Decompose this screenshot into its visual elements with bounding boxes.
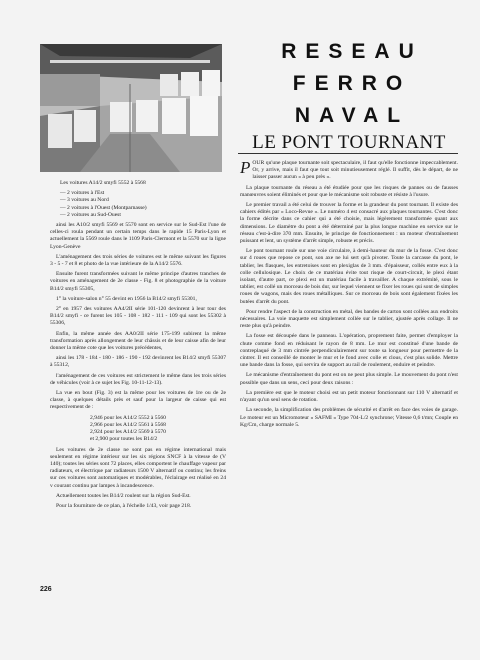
paragraph: l'aménagement de ces voitures est strictement le même dans les trois séries de véhicules (voir à ce sujet les Fig. 10-11-12-13). bbox=[50, 372, 226, 386]
heading-line-3: NAVAL bbox=[294, 104, 410, 127]
list-item: — 2 voitures à l'Ouest (Montparnasse) bbox=[60, 204, 147, 211]
paragraph: 1° la voiture-salon n° 55 devint en 1956 la B14/2 smyfi 55301, bbox=[56, 295, 197, 302]
list-item: 2,966 pour les A14/2 5561 à 5568 bbox=[90, 421, 166, 428]
paragraph: ainsi les A10/2 smyfi 5569 et 5570 sont en service sur le Sud-Est l'une de celles-ci roula pendant un certain temps dans le rapide 15 Paris-Lyon et actuellement la 5569 roule dans le 1109 Paris-Clermont et la 5570 sur la ligne Lyon-Genève bbox=[50, 222, 226, 250]
paragraph: La plaque tournante du réseau a été étudiée pour que les risques de pannes ou de fausses manœuvres soient éliminés et pour que le mécanisme soit robuste et résiste à l'usure. bbox=[240, 184, 458, 198]
paragraph: La première est que le moteur choisi est un petit moteur fonctionnant sur 110 V alternatif et n'ayant qu'un seul sens de rotation. bbox=[240, 389, 458, 404]
heading-line-1: RESEAU bbox=[281, 40, 423, 63]
paragraph: Actuellement toutes les B14/2 roulent sur la région Sud-Est. bbox=[56, 492, 191, 499]
paragraph: Pour rendre l'aspect de la construction en métal, des bandes de carton sont collées aux endroits nécessaires. La voie maquette est simplement collée sur le tablier, ajustée après collage. Il ne reste plus qu'à peindre. bbox=[240, 308, 458, 330]
paragraph: Le premier travail a été celui de trouver la forme et la grandeur du pont tournant. Il existe des cahiers édités par « Loco-Revue ». Le numéro 4 est consacré aux plaques tournantes. C'est donc la forme décrite dans ce cahier qui a été choisie, mais légèrement transformée quant aux dimensions. Le diamètre du pont a été déterminé par la plus longue machine en service sur le réseau c'est-à-dire 370 mm. Ensuite, le principe de fonctionnement : un moteur d'entraînement puissant et lent, un système d'arrêt simple, robuste et précis. bbox=[240, 202, 458, 245]
list-item: 2,946 pour les A14/2 5552 à 5560 bbox=[90, 414, 166, 421]
paragraph: La vue en bout (Fig. 3) est la même pour les voitures de 1re ou de 2e classe, à quelques détails près et sauf pour la largeur de caisse qui est respectivement de : bbox=[50, 390, 226, 411]
page-number: 226 bbox=[40, 586, 52, 593]
lead-paragraph bbox=[240, 160, 458, 182]
list-item: — 2 voitures à l'Est bbox=[60, 190, 105, 197]
right-text-column bbox=[240, 160, 458, 432]
list-item: et 2,900 pour toutes les B14/2 bbox=[90, 436, 158, 443]
article-subtitle: LE PONT TOURNANT bbox=[252, 132, 446, 153]
rail-car-interior-image bbox=[40, 44, 222, 172]
paragraph: L'aménagement des trois séries de voitures est le même suivant les figures 3 - 5 - 7 et 8 et photo de la vue intérieure de la A14/2 5576. bbox=[50, 253, 226, 268]
paragraph: Les voitures A14/2 smyfi 5552 à 5568 bbox=[60, 180, 146, 186]
paragraph: 2° en 1957 des voitures AA4/2II série 101-120 devinrent à leur tour des B14/2 smyfi - ce furent les 105 - 108 - 182 - 111 - 109 qui sont les 55302 à 55306, bbox=[50, 306, 226, 327]
paragraph: Enfin, la même année des AA0/2II série 175-199 subirent la même transformation après allongement de leur châssis et de leur caisse afin de leur donner la même cote que les voitures précédentes, bbox=[50, 330, 226, 352]
paragraph: La fosse est découpée dans le panneau. L'opération, proprement faite, permet d'employer la chute comme fond en réduisant le rayon de 8 mm. Le mur est constitué d'une bande de contreplaqué de 3 mm cintrée perpendiculairement sur toute sa longueur pour permettre de la cintrer. Il est conseillé de monter le mur et le fond avec colle et clous, c'est plus solide. Mettre une bande dans la fosse, qui servira de support au rail de roulement, enduire et peindre. bbox=[240, 333, 458, 369]
list-item: 2,924 pour les A14/2 5569 à 5570 bbox=[90, 429, 166, 436]
list-item: — 2 voitures au Sud-Ouest bbox=[60, 211, 121, 218]
paragraph: Les voitures de 2e classe ne sont pas en régime international mais seulement en régime intérieur sur les six régions SNCF à la vitesse de (V 140); toutes les séries sont 72 places, elles comportent le chauffage vapeur par radiateurs, et électrique par radiateurs 1500 V alternatif ou continu; les freins sur ces voitures sont automatiques et modérables, l'éclairage est réalisé en 24 v courant continu par lampes à incandescence. bbox=[50, 446, 226, 489]
lead-text: OUR qu'une plaque tournante soit spectaculaire, il faut qu'elle fonctionne impeccablement. Or, y arrive, mais il faut que tout soit minutieusement réglé. Il suffit, dès le départ, de ne laisser passer aucun « à peu près ». bbox=[252, 160, 458, 181]
paragraph: Le mécanisme d'entraînement du pont est on ne peut plus simple. Le mouvement du pont n'est possible que dans un sens, ceci pour deux raisons : bbox=[240, 372, 458, 386]
paragraph: ainsi les 178 - 184 - 180 - 186 - 190 - 192 devinrent les B14/2 smyfi 55307 à 55312, bbox=[50, 355, 226, 369]
list-item: — 3 voitures au Nord bbox=[60, 197, 109, 204]
width-list bbox=[50, 415, 226, 444]
title-divider bbox=[238, 153, 458, 154]
paragraph: Pour la fourniture de ce plan, à l'échelle 1/43, voir page 218. bbox=[56, 502, 192, 509]
drop-cap: P bbox=[240, 158, 251, 177]
left-text-column bbox=[50, 180, 226, 513]
paragraph: Le pont tournant roule sur une voie circulaire, à demi-hauteur du mur de la fosse. C'est donc sur 4 roues que repose ce pont, son axe ne lui sert qu'à pivoter. Toute la carcasse du pont, le tablier, les flasques, les entretoises sont en plexiglas de 3 mm. d'épaisseur, collés entre eux à la colle cellulosique. Le choix de ce matériau évite tout risque de court-circuit, le plexi étant isolant, d'autre part, ce plexi est un matériau facile à travailler. A chaque extrémité, sous le tablier, est collé un morceau de bois dur, sur lequel viennent se fixer les roues qui sont de simples roues de wagons, mais des roues métalliques. Sur ce morceau de bois sont également fixées les butées d'arrêt du pont. bbox=[240, 248, 458, 305]
paragraph: Ensuite furent transformées suivant le même principe d'autres tranches de voitures en aménagement de 2e classe - Fig. 8 et photographie de la voiture B14/2 smyfi 55305, bbox=[50, 271, 226, 292]
paragraph: La seconde, la simplification des problèmes de sécurité et d'arrêt en face des voies de garage. Le moteur est un Micromoteur « SAFMI » Type 704-L/2 synchrone; Vitesse 0,6 t/mn; Couple en Kg/Cm, charge normale 5. bbox=[240, 407, 458, 428]
interior-photo bbox=[40, 44, 222, 172]
heading-line-2: FERRO bbox=[292, 72, 412, 95]
region-list bbox=[50, 190, 226, 219]
